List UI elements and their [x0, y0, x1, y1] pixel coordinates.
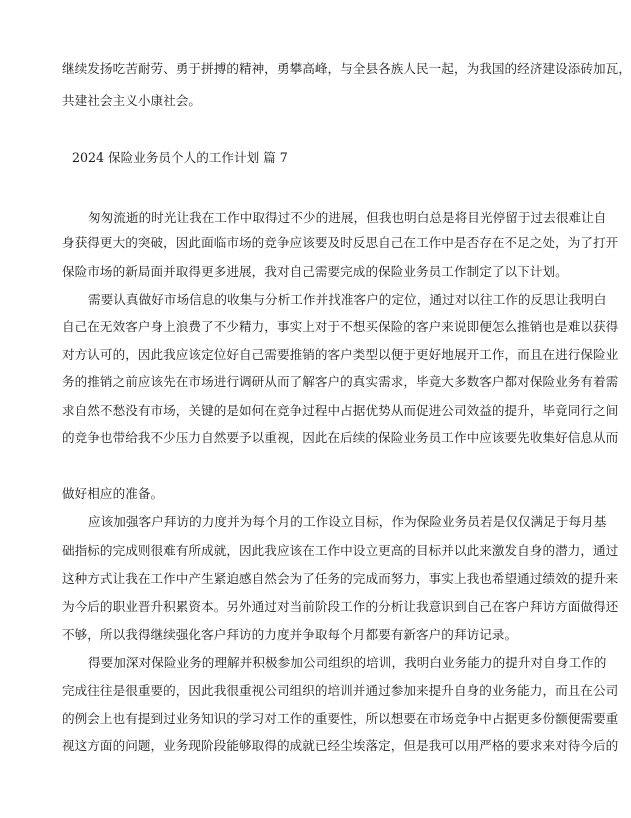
paragraph-4-line-2: 完成往往是很重要的，因此我很重视公司组织的培训并通过参加来提升自身的业务能力，而且在公司	[62, 683, 619, 698]
paragraph-2-line-4: 务的推销之前应该先在市场进行调研从而了解客户的真实需求，毕竟大多数客户都对保险业务有着需	[62, 374, 619, 389]
paragraph-2-line-5: 求自然不愁没有市场，关键的是如何在竞争过程中占据优势从而促进公司效益的提升，毕竟同行之间	[62, 403, 619, 418]
paragraph-4-line-3: 的例会上也有提到过业务知识的学习对工作的重要性，所以想要在市场竞争中占据更多份额便需要重	[62, 711, 619, 726]
paragraph-3-line-3: 这种方式让我在工作中产生紧迫感自然会为了任务的完成而努力，事实上我也希望通过绩效的提升来	[62, 571, 619, 586]
paragraph-1-line-2: 身获得更大的突破，因此面临市场的竞争应该要及时反思自己在工作中是否存在不足之处，为了打开	[62, 235, 619, 250]
paragraph-2-line-3: 对方认可的，因此我应该定位好自己需要推销的客户类型以便于更好地展开工作，而且在进行保险业	[62, 347, 619, 362]
paragraph-1-line-3: 保险市场的新局面并取得更多进展，我对自己需要完成的保险业务员工作制定了以下计划。	[62, 264, 568, 279]
paragraph-4-line-4: 视这方面的问题，业务现阶段能够取得的成就已经尘埃落定，但是我可以用严格的要求来对待今后的	[62, 738, 619, 753]
intro-line-2: 共建社会主义小康社会。	[62, 93, 202, 108]
paragraph-2-line-2: 自己在无效客户身上浪费了不少精力，事实上对于不想买保险的客户来说即便怎么推销也是难以获得	[62, 319, 619, 334]
paragraph-2-line-7: 做好相应的准备。	[62, 486, 164, 501]
paragraph-2-line-1: 需要认真做好市场信息的收集与分析工作并找准客户的定位，通过对以往工作的反思让我明白	[88, 292, 607, 307]
paragraph-3-line-4: 为今后的职业晋升积累资本。另外通过对当前阶段工作的分析让我意识到自己在客户拜访方面做得还	[62, 599, 619, 614]
paragraph-2-line-6: 的竞争也带给我不少压力自然要予以重视，因此在后续的保险业务员工作中应该要先收集好信息从而	[62, 430, 619, 445]
paragraph-3-line-2: 础指标的完成则很难有所成就，因此我应该在工作中设立更高的目标并以此来激发自身的潜力，通过	[62, 543, 619, 558]
paragraph-3-line-5: 不够，所以我得继续强化客户拜访的力度并争取每个月都要有新客户的拜访记录。	[62, 627, 518, 642]
paragraph-1-line-1: 匆匆流逝的时光让我在工作中取得过不少的进展，但我也明白总是将目光停留于过去很难让自	[88, 210, 607, 225]
section-title: 2024 保险业务员个人的工作计划 篇 7	[72, 150, 288, 165]
intro-line-1: 继续发扬吃苦耐劳、勇于拼搏的精神，勇攀高峰，与全县各族人民一起，为我国的经济建设添砖加瓦，	[62, 61, 631, 76]
paragraph-4-line-1: 得要加深对保险业务的理解并积极参加公司组织的培训，我明白业务能力的提升对自身工作的	[88, 655, 607, 670]
paragraph-3-line-1: 应该加强客户拜访的力度并为每个月的工作设立目标，作为保险业务员若是仅仅满足于每月基	[88, 514, 607, 529]
